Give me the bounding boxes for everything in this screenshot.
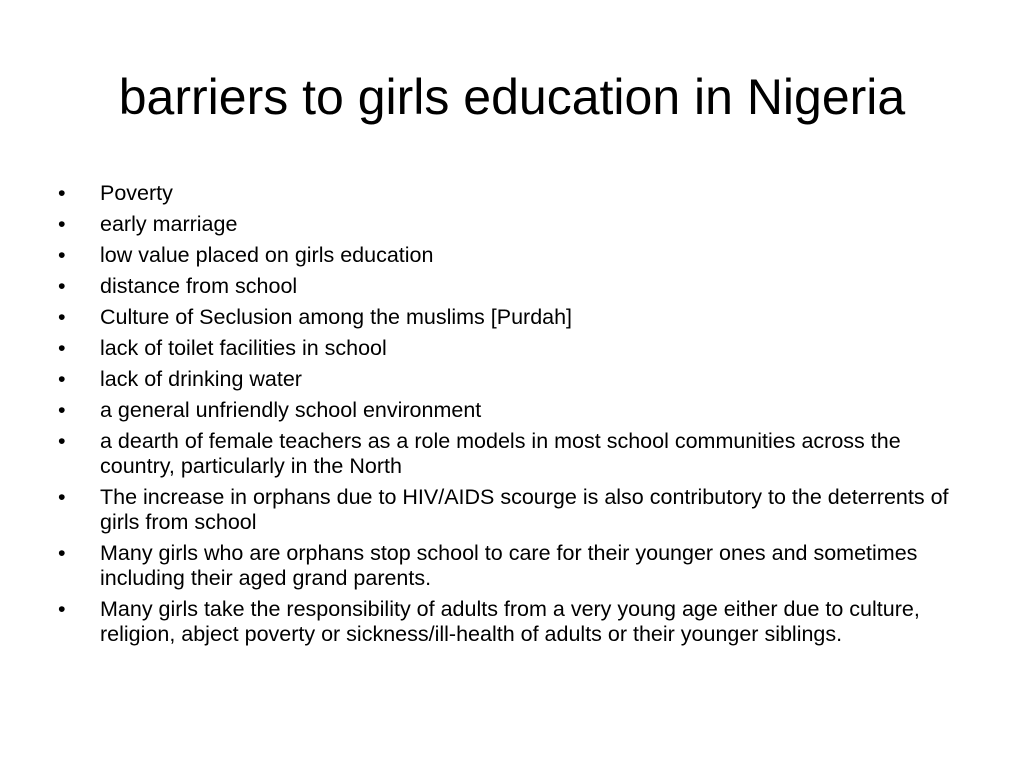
bullet-dot-icon: •	[58, 541, 66, 565]
bullet-item	[58, 243, 978, 268]
bullet-item	[58, 485, 978, 535]
bullet-list	[58, 181, 978, 653]
bullet-dot-icon: •	[58, 597, 66, 621]
bullet-dot-icon: •	[58, 429, 66, 453]
bullet-dot-icon: •	[58, 274, 66, 298]
bullet-text: The increase in orphans due to HIV/AIDS scourge is also contributory to the deterrents of girls from school	[100, 485, 949, 534]
bullet-item	[58, 429, 978, 479]
bullet-item	[58, 336, 978, 361]
bullet-text: a dearth of female teachers as a role models in most school communities across the country, particularly in the North	[100, 429, 901, 478]
bullet-dot-icon: •	[58, 336, 66, 360]
bullet-item	[58, 305, 978, 330]
bullet-text: lack of toilet facilities in school	[100, 336, 387, 360]
bullet-dot-icon: •	[58, 212, 66, 236]
bullet-item	[58, 597, 978, 647]
bullet-item	[58, 398, 978, 423]
bullet-dot-icon: •	[58, 243, 66, 267]
bullet-text: distance from school	[100, 274, 298, 298]
bullet-item	[58, 212, 978, 237]
bullet-text: Poverty	[100, 181, 173, 205]
bullet-text: Many girls take the responsibility of adults from a very young age either due to culture, religion, abject poverty or sickness/ill-health of adults or their younger siblings.	[100, 597, 920, 646]
bullet-text: Culture of Seclusion among the muslims [Purdah]	[100, 305, 573, 329]
bullet-item	[58, 367, 978, 392]
bullet-text: lack of drinking water	[100, 367, 302, 391]
bullet-dot-icon: •	[58, 181, 66, 205]
bullet-text: a general unfriendly school environment	[100, 398, 482, 422]
bullet-text: low value placed on girls education	[100, 243, 434, 267]
bullet-dot-icon: •	[58, 485, 66, 509]
bullet-item	[58, 181, 978, 206]
bullet-dot-icon: •	[58, 398, 66, 422]
bullet-text: early marriage	[100, 212, 238, 236]
bullet-item	[58, 274, 978, 299]
bullet-dot-icon: •	[58, 305, 66, 329]
bullet-text: Many girls who are orphans stop school to care for their younger ones and sometimes including their aged grand parents.	[100, 541, 918, 590]
bullet-item	[58, 541, 978, 591]
slide-title: barriers to girls education in Nigeria	[118, 69, 906, 125]
bullet-dot-icon: •	[58, 367, 66, 391]
